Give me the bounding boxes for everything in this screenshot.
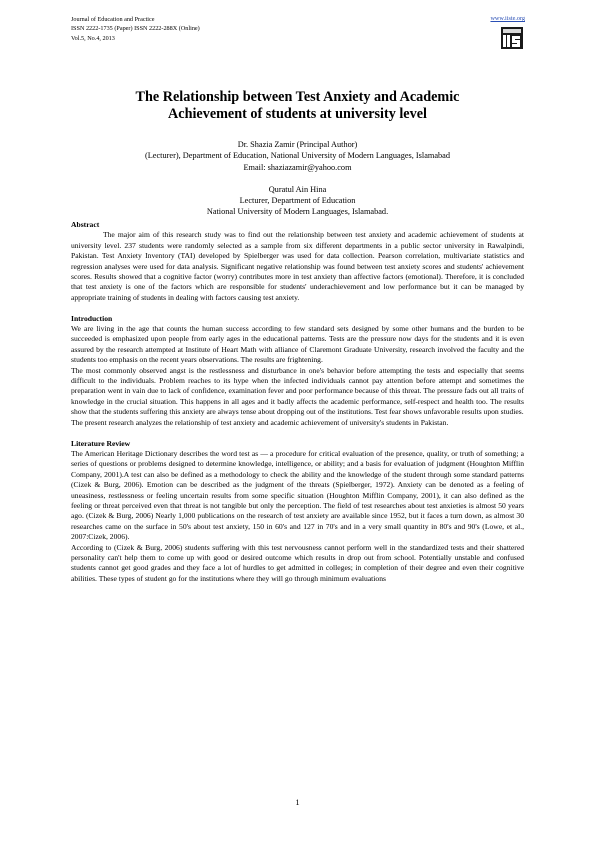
introduction-paragraph-2: The most commonly observed angst is the restlessness and disturbance in one's behavior before attempting the tests and especially that seems difficult to the individuals. Problem reaches to its hype when the infected individuals cannot pay attention before attempt and sometimes the preparation went in vain due to lack of confidence, examination fever and poor performance because of this threat. The pressure fads out all traits of knowledge in the crucial situation. This happens in all ages and it badly affects the academic performance, self-respect and health too. The results show that the students suffering this anxiety are always tense about dropping out of the institutions. Test fear shows unfavorable results upon studies. [71, 365, 524, 417]
journal-header [71, 15, 200, 43]
title-line-1: The Relationship between Test Anxiety and Academic [135, 89, 460, 105]
abstract-text: The major aim of this research study was to find out the relationship between test anxiety and academic achievement of students at university level. 237 students were randomly selected as a sample from six different departments in a public sector university in Rawalpindi, Pakistan. Test Anxiety Inventory (TAI) developed by Spielberger was used for data collection. Pearson correlation, multivariate statistics and regression analyses were used for data analysis. Significant negative relationship was found between test anxiety scores and students' achievement scores. Results showed that a cognitive factor (worry) contributes more in test anxiety than affective factors (emotional). Therefore, it is concluded that test anxiety is one of the factors which are responsible for students' underachievement and low performance but it can be managed by appropriate training of students in dealing with factors causing test anxiety. [71, 230, 524, 302]
author1-email: Email: shaziazamir@yahoo.com [243, 162, 352, 172]
author-block [71, 139, 524, 218]
author2-affiliation: National University of Modern Languages, Islamabad. [206, 207, 389, 217]
author1-affiliation: (Lecturer), Department of Education, National University of Modern Languages, Islamabad [144, 151, 451, 161]
literature-paragraph-2: According to (Cizek & Burg, 2006) students suffering with this test nervousness cannot perform well in the standardized tests and their shattered personality can't help them to come up with good or desired outcome which results in drop out from school. Potentially unstable and confused students cannot get good grades and they face a lot of hurdles to get admitted in colleges; in completion of their degree and even their cognitive abilities. These types of student go for the institutions where they will go through minimum evaluations [71, 542, 524, 583]
introduction-heading: Introduction [71, 313, 113, 323]
volume-line: Vol.5, No.4, 2013 [71, 34, 115, 42]
introduction-paragraph-3: The present research analyzes the relationship of test anxiety and academic achievement of university's students in Pakistan. [71, 417, 449, 427]
abstract-heading: Abstract [71, 220, 100, 229]
author2-role: Lecturer, Department of Education [239, 196, 356, 206]
literature-paragraph-1: The American Heritage Dictionary describes the word test as ― a procedure for critical evaluation of the presence, quality, or truth of something; a series of questions or problems designed to determine knowledge, intelligence, or ability; and a basis for evaluation of judgment (Houghton Mifflin Company, 2001).A test can also be defined as a methodology to check the ability and the knowledge of the student through some standard patterns (Cizek & Burg, 2006). Emotion can be described as the judgment of the threats (Spielberger, 1972). Anxiety can be denoted as a feeling of uneasiness, restlessness or feeling uncertain results from some specific situation (Houghton Mifflin Company, 2001), it can also defined as the feeling or threat perceived even that threat is not tangible but only the perception. The field of test researches about test anxieties is almost 50 years ago. (Cizek & Burg, 2006) Nearly 1,000 publications on the research of test anxiety are available since 1952, but it faces a turn down, as almost 30 researches came on the surface in 50's about test anxiety, 150 in 60's and 127 in 70's and in a very small quantity in 80's and 90's (Lowe, et al., 2007:Cizek, 2006). [71, 448, 524, 542]
title-line-2: Achievement of students at university level [168, 106, 427, 122]
introduction-paragraph-1: We are living in the age that counts the human success according to few standard sets designed by some other humans and the burden to be succeeded is emphasized upon people from early ages in the educational patterns. Tests are the pressure now days for the students and it is even assured by the research attempted at Institute of Heart Math with alliance of Claremont Graduate University, research involved the faculty and the students too emphasis on the recent years observations. The results are frightening. [71, 324, 524, 365]
author2-name: Quratul Ain Hina [268, 184, 327, 194]
paper-title [71, 89, 524, 123]
literature-review-heading: Literature Review [71, 438, 131, 448]
journal-name: Journal of Education and Practice [71, 16, 155, 23]
iiste-logo-icon [501, 27, 523, 49]
paper-body [71, 220, 524, 584]
issn-line: ISSN 2222-1735 (Paper) ISSN 2222-288X (Online) [71, 25, 200, 33]
author1-name: Dr. Shazia Zamir (Principal Author) [237, 140, 358, 149]
journal-url-link[interactable]: www.iiste.org [490, 15, 525, 22]
page-number: 1 [295, 797, 300, 807]
